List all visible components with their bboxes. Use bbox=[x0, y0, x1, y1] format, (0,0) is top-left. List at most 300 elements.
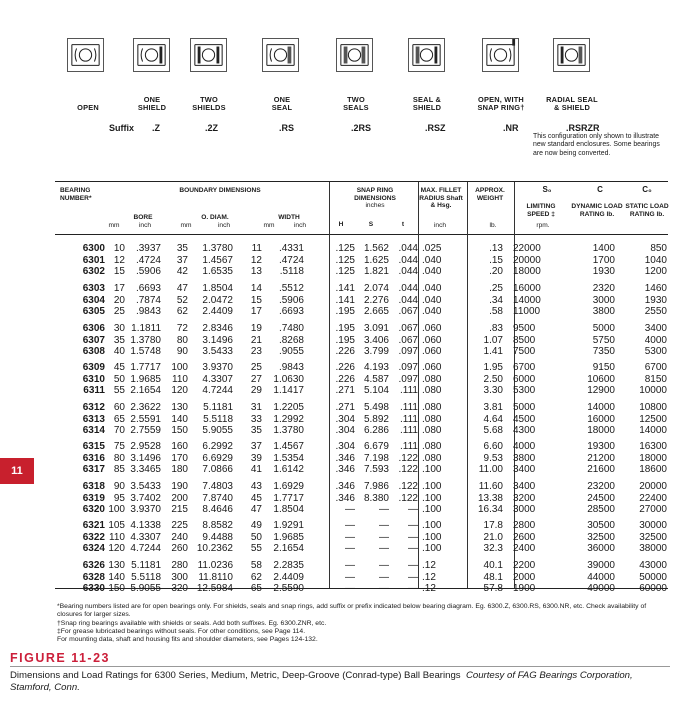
type-label-one-shield: ONE SHIELD bbox=[137, 95, 167, 112]
table-cell: 7350 bbox=[592, 346, 615, 358]
col-wmm bbox=[244, 520, 262, 555]
table-cell: 50000 bbox=[639, 571, 667, 583]
col-spd bbox=[513, 441, 555, 476]
col-wt bbox=[473, 402, 503, 437]
table-cell: 3800 bbox=[592, 306, 615, 318]
table-cell: — bbox=[345, 543, 355, 555]
table-cell: 11000 bbox=[513, 306, 541, 318]
table-cell: 1930 bbox=[644, 294, 667, 306]
table-cell: 3.5433 bbox=[202, 346, 233, 358]
table-cell: 3.5433 bbox=[130, 481, 161, 492]
header-snap-ring: SNAP RING DIMENSIONS inches bbox=[354, 187, 396, 209]
table-cell: 1.562 bbox=[363, 243, 389, 254]
table-cell: 21200 bbox=[587, 452, 615, 464]
table-cell: 1.6929 bbox=[273, 481, 304, 492]
footnote-4: For mounting data, shaft and housing fits and shoulder diameters, see Pages 124-132. bbox=[57, 636, 318, 644]
table-cell: 200 bbox=[171, 492, 188, 504]
suffix-one-seal: .RS bbox=[279, 123, 295, 133]
table-cell: .111 bbox=[400, 402, 418, 413]
table-cell: 4500 bbox=[513, 413, 536, 425]
col-omm bbox=[166, 520, 188, 555]
table-cell: 2.3622 bbox=[130, 402, 161, 413]
table-cell: 12 bbox=[113, 254, 125, 266]
col-sta bbox=[615, 283, 667, 318]
table-cell: .122 bbox=[398, 492, 418, 504]
table-cell: — bbox=[408, 520, 418, 531]
table-cell: 6311 bbox=[83, 385, 105, 397]
caption-rule bbox=[10, 666, 670, 667]
col-t bbox=[392, 560, 418, 595]
table-cell: .044 bbox=[398, 266, 418, 278]
table-cell: 1.9685 bbox=[130, 373, 161, 385]
table-cell: 300 bbox=[171, 571, 188, 583]
table-cell: 6326 bbox=[82, 560, 105, 571]
table-cell: .9843 bbox=[135, 306, 161, 318]
suffix-snap-ring: .NR bbox=[503, 123, 519, 133]
table-cell: 3400 bbox=[644, 323, 667, 334]
suffix-radial-seal: .RSRZR bbox=[566, 123, 600, 133]
header-fillet: MAX. FILLET RADIUS Shaft & Hsg. bbox=[419, 187, 463, 209]
table-cell: 7.8740 bbox=[202, 492, 233, 504]
table-cell: 14000 bbox=[639, 425, 667, 437]
col-sta bbox=[615, 481, 667, 516]
table-cell: 5.68 bbox=[483, 425, 503, 437]
table-cell: .097 bbox=[398, 346, 418, 358]
table-cell: .4331 bbox=[278, 243, 304, 254]
table-cell: .4724 bbox=[135, 254, 161, 266]
table-cell: 2.4409 bbox=[273, 571, 304, 583]
table-cell: — bbox=[408, 543, 418, 555]
table-cell: 12500 bbox=[639, 413, 667, 425]
table-cell: 5.1181 bbox=[203, 402, 233, 413]
table-cell: 3400 bbox=[513, 464, 536, 476]
table-cell: 6.60 bbox=[483, 441, 503, 452]
table-cell: 90 bbox=[113, 481, 125, 492]
col-t bbox=[392, 402, 418, 437]
table-cell: .080 bbox=[422, 413, 442, 425]
table-cell: 10 bbox=[113, 243, 125, 254]
table-cell: 31 bbox=[250, 402, 262, 413]
col-bin bbox=[127, 481, 161, 516]
col-num bbox=[73, 362, 105, 397]
col-dyn bbox=[565, 520, 615, 555]
col-wt bbox=[473, 481, 503, 516]
table-cell: 1.821 bbox=[363, 266, 389, 278]
table-cell: .195 bbox=[335, 323, 355, 334]
table-cell: .100 bbox=[422, 504, 442, 516]
table-cell: 6322 bbox=[82, 531, 105, 543]
table-cell: 1.9291 bbox=[273, 520, 304, 531]
table-cell: .044 bbox=[398, 254, 418, 266]
table-cell: 2550 bbox=[644, 306, 667, 318]
col-t bbox=[392, 481, 418, 516]
table-cell: 35 bbox=[176, 243, 188, 254]
table-cell: 140 bbox=[171, 413, 188, 425]
table-cell: .060 bbox=[422, 334, 442, 346]
table-cell: 6.2992 bbox=[202, 441, 233, 452]
table-cell: 30 bbox=[113, 323, 125, 334]
col-dyn bbox=[565, 481, 615, 516]
col-num bbox=[73, 283, 105, 318]
table-cell: 25 bbox=[113, 306, 125, 318]
table-cell: .5118 bbox=[279, 266, 304, 278]
table-cell: 4.587 bbox=[363, 373, 389, 385]
table-cell: 1.625 bbox=[363, 254, 389, 266]
table-cell: .141 bbox=[335, 283, 355, 294]
table-cell: .141 bbox=[335, 294, 355, 306]
table-cell: 2.1654 bbox=[130, 385, 161, 397]
table-cell: 49000 bbox=[587, 583, 615, 595]
col-win bbox=[264, 362, 304, 397]
table-cell: 1.8504 bbox=[273, 504, 304, 516]
table-cell: .4724 bbox=[278, 254, 304, 266]
table-cell: 47 bbox=[176, 283, 188, 294]
type-label-one-seal: ONE SEAL bbox=[271, 95, 293, 112]
table-cell: 6.6929 bbox=[202, 452, 233, 464]
header-width: WIDTH bbox=[278, 214, 300, 221]
table-cell: 160 bbox=[171, 441, 188, 452]
table-cell: .20 bbox=[489, 266, 503, 278]
table-cell: 130 bbox=[171, 402, 188, 413]
col-oin bbox=[189, 402, 233, 437]
table-cell: 5.9055 bbox=[130, 583, 161, 595]
table-cell: 20000 bbox=[513, 254, 541, 266]
table-cell: 1930 bbox=[592, 266, 615, 278]
col-r bbox=[422, 283, 452, 318]
col-h bbox=[327, 283, 355, 318]
table-cell: 72 bbox=[176, 323, 188, 334]
table-cell: 18000 bbox=[639, 452, 667, 464]
col-dyn bbox=[565, 323, 615, 358]
table-cell: .067 bbox=[398, 334, 418, 346]
table-cell: — bbox=[345, 560, 355, 571]
table-cell: 2.4409 bbox=[202, 306, 233, 318]
table-cell: 5.498 bbox=[363, 402, 389, 413]
column-divider bbox=[418, 182, 419, 588]
header-dynamic-load: DYNAMIC LOAD RATING lb. bbox=[571, 203, 623, 218]
table-cell: 110 bbox=[172, 373, 188, 385]
table-cell: .040 bbox=[422, 283, 442, 294]
table-cell: 7.593 bbox=[363, 464, 389, 476]
col-bmm bbox=[107, 520, 125, 555]
table-cell: 11.60 bbox=[478, 481, 503, 492]
table-cell: 11 bbox=[251, 243, 262, 254]
enclosure-note: This configuration only shown to illustrate new standard enclosures. Some bearings are now being converted. bbox=[533, 133, 660, 157]
header-s: S bbox=[368, 221, 374, 228]
table-cell: 6319 bbox=[82, 492, 105, 504]
table-cell: 1.6535 bbox=[202, 266, 233, 278]
col-wt bbox=[473, 441, 503, 476]
table-cell: 5.892 bbox=[363, 413, 389, 425]
table-cell: 43000 bbox=[639, 560, 667, 571]
table-cell: 60000 bbox=[639, 583, 667, 595]
table-cell: 5000 bbox=[592, 323, 615, 334]
table-cell: .060 bbox=[422, 346, 442, 358]
col-spd bbox=[513, 283, 555, 318]
table-cell: 33 bbox=[250, 413, 262, 425]
footnote-3: ‡For grease lubricated bearings without seals. For other conditions, see Page 114. bbox=[57, 627, 306, 635]
table-cell: 4.193 bbox=[363, 362, 389, 373]
table-cell: .100 bbox=[422, 531, 442, 543]
table-cell: 6700 bbox=[513, 362, 536, 373]
table-cell: 1700 bbox=[592, 254, 615, 266]
table-cell: .044 bbox=[398, 243, 418, 254]
table-cell: .5906 bbox=[135, 266, 161, 278]
table-cell: 85 bbox=[113, 464, 125, 476]
table-cell: 16000 bbox=[587, 413, 615, 425]
table-cell: 6309 bbox=[82, 362, 105, 373]
col-s bbox=[353, 520, 389, 555]
table-cell: .044 bbox=[398, 294, 418, 306]
table-cell: 28500 bbox=[587, 504, 615, 516]
table-cell: — bbox=[345, 504, 355, 516]
table-cell: 45 bbox=[113, 362, 125, 373]
table-cell: 19 bbox=[250, 323, 262, 334]
table-cell: 62 bbox=[176, 306, 188, 318]
suffix-two-shields: .2Z bbox=[205, 123, 219, 133]
two-shields-bearing-image bbox=[190, 38, 227, 72]
table-cell: .111 bbox=[400, 385, 418, 397]
table-cell: 7500 bbox=[513, 346, 536, 358]
table-cell: — bbox=[345, 583, 355, 595]
figure-title: FIGURE 11-23 bbox=[10, 651, 110, 665]
col-sta bbox=[615, 441, 667, 476]
table-cell: .100 bbox=[422, 464, 442, 476]
col-wmm bbox=[244, 481, 262, 516]
table-cell: 2.1654 bbox=[273, 543, 304, 555]
table-cell: 140 bbox=[108, 571, 125, 583]
table-cell: .271 bbox=[335, 385, 355, 397]
table-cell: .346 bbox=[335, 464, 355, 476]
col-s bbox=[353, 283, 389, 318]
table-cell: .195 bbox=[335, 306, 355, 318]
table-cell: 80 bbox=[176, 334, 188, 346]
col-h bbox=[327, 481, 355, 516]
table-cell: 10000 bbox=[639, 385, 667, 397]
table-cell: .12 bbox=[422, 571, 436, 583]
table-cell: 5.1181 bbox=[131, 560, 161, 571]
table-cell: 22000 bbox=[513, 243, 541, 254]
table-cell: 50 bbox=[113, 373, 125, 385]
table-cell: 11.0236 bbox=[197, 560, 233, 571]
col-omm bbox=[166, 441, 188, 476]
table-cell: .097 bbox=[398, 362, 418, 373]
column-divider bbox=[467, 182, 468, 588]
table-cell: 150 bbox=[108, 583, 125, 595]
table-cell: 2.0472 bbox=[202, 294, 233, 306]
table-cell: 100 bbox=[171, 362, 188, 373]
table-cell: 8.380 bbox=[363, 492, 389, 504]
table-cell: 110 bbox=[109, 531, 125, 543]
table-cell: 1.1417 bbox=[273, 385, 304, 397]
table-cell: 16300 bbox=[639, 441, 667, 452]
table-cell: 14 bbox=[250, 283, 262, 294]
suffix-two-seals: .2RS bbox=[351, 123, 372, 133]
table-cell: 3200 bbox=[513, 492, 536, 504]
col-t bbox=[392, 441, 418, 476]
table-cell: 2.074 bbox=[363, 283, 389, 294]
table-cell: — bbox=[379, 531, 389, 543]
col-bin bbox=[127, 362, 161, 397]
col-omm bbox=[166, 402, 188, 437]
table-cell: .040 bbox=[422, 266, 442, 278]
table-cell: .12 bbox=[422, 560, 436, 571]
table-cell: .080 bbox=[422, 402, 442, 413]
table-cell: 3.7402 bbox=[130, 492, 161, 504]
table-cell: 10.2362 bbox=[196, 543, 233, 555]
header-c: C bbox=[597, 185, 603, 194]
col-spd bbox=[513, 560, 555, 595]
table-cell: — bbox=[379, 583, 389, 595]
col-r bbox=[422, 481, 452, 516]
table-cell: .111 bbox=[400, 413, 418, 425]
table-cell: 105 bbox=[108, 520, 125, 531]
table-cell: 8.4646 bbox=[202, 504, 233, 516]
col-h bbox=[327, 441, 355, 476]
table-cell: .100 bbox=[422, 492, 442, 504]
table-cell: 40 bbox=[113, 346, 125, 358]
type-label-two-seals: TWO SEALS bbox=[343, 95, 369, 112]
table-cell: 4.7244 bbox=[202, 385, 233, 397]
table-cell: 6312 bbox=[82, 402, 105, 413]
table-cell: 2320 bbox=[592, 283, 615, 294]
table-cell: 1.6142 bbox=[273, 464, 304, 476]
col-oin bbox=[189, 481, 233, 516]
col-dyn bbox=[565, 560, 615, 595]
table-cell: .080 bbox=[422, 373, 442, 385]
table-top-rule bbox=[55, 181, 668, 182]
table-cell: 5.9055 bbox=[202, 425, 233, 437]
col-r bbox=[422, 323, 452, 358]
col-num bbox=[73, 560, 105, 595]
table-cell: 5300 bbox=[644, 346, 667, 358]
col-omm bbox=[166, 283, 188, 318]
table-cell: 3.9370 bbox=[202, 362, 233, 373]
table-cell: 27 bbox=[250, 373, 262, 385]
table-cell: 4000 bbox=[513, 441, 536, 452]
table-cell: 70 bbox=[113, 425, 125, 437]
table-cell: 6316 bbox=[82, 452, 105, 464]
table-cell: .040 bbox=[422, 254, 442, 266]
table-cell: 52 bbox=[176, 294, 188, 306]
table-cell: 58 bbox=[250, 560, 262, 571]
col-s bbox=[353, 441, 389, 476]
table-cell: .100 bbox=[422, 481, 442, 492]
table-cell: 5.104 bbox=[363, 385, 389, 397]
table-cell: 6320 bbox=[82, 504, 105, 516]
col-h bbox=[327, 402, 355, 437]
table-cell: .226 bbox=[335, 362, 355, 373]
table-cell: .122 bbox=[398, 452, 418, 464]
type-label-seal-shield: SEAL & SHIELD bbox=[412, 95, 442, 112]
table-cell: 4.7244 bbox=[130, 543, 161, 555]
figure-caption: Dimensions and Load Ratings for 6300 Series, Medium, Metric, Deep-Groove (Conrad-type) Ball Bearings Courtesy of FAG Bearings Corporation, Stamford, Conn. bbox=[10, 670, 633, 694]
table-cell: 20000 bbox=[639, 481, 667, 492]
col-bmm bbox=[107, 481, 125, 516]
col-num bbox=[73, 441, 105, 476]
table-cell: 5000 bbox=[513, 402, 536, 413]
header-bore-mm: mm bbox=[108, 222, 120, 229]
col-num bbox=[73, 520, 105, 555]
col-dyn bbox=[565, 441, 615, 476]
table-cell: 3000 bbox=[592, 294, 615, 306]
table-cell: 6304 bbox=[82, 294, 105, 306]
table-cell: .125 bbox=[335, 254, 355, 266]
col-num bbox=[73, 402, 105, 437]
table-cell: 41 bbox=[250, 464, 262, 476]
table-cell: 22400 bbox=[639, 492, 667, 504]
col-omm bbox=[166, 362, 188, 397]
col-wmm bbox=[244, 283, 262, 318]
col-oin bbox=[189, 441, 233, 476]
table-cell: .067 bbox=[398, 306, 418, 318]
table-cell: 5.5118 bbox=[203, 413, 233, 425]
table-cell: 1.5354 bbox=[273, 452, 304, 464]
table-cell: 23200 bbox=[587, 481, 615, 492]
col-h bbox=[327, 323, 355, 358]
col-wt bbox=[473, 560, 503, 595]
table-cell: .040 bbox=[422, 306, 442, 318]
col-omm bbox=[166, 560, 188, 595]
header-od-mm: mm bbox=[180, 222, 192, 229]
col-s bbox=[353, 243, 389, 278]
table-cell: 14000 bbox=[587, 402, 615, 413]
table-cell: — bbox=[408, 571, 418, 583]
table-cell: 1.1811 bbox=[131, 323, 161, 334]
suffix-one-shield: .Z bbox=[152, 123, 160, 133]
col-t bbox=[392, 283, 418, 318]
suffix-seal-shield: .RSZ bbox=[425, 123, 446, 133]
header-bore: BORE bbox=[133, 214, 153, 221]
table-cell: 6321 bbox=[82, 520, 105, 531]
one-shield-bearing-image bbox=[133, 38, 170, 72]
table-cell: 21 bbox=[250, 334, 262, 346]
table-cell: 2.276 bbox=[363, 294, 389, 306]
table-cell: 60 bbox=[113, 402, 125, 413]
one-seal-bearing-image bbox=[262, 38, 299, 72]
table-cell: — bbox=[408, 504, 418, 516]
table-cell: 2.50 bbox=[483, 373, 503, 385]
table-cell: 12.5984 bbox=[196, 583, 233, 595]
col-sta bbox=[615, 362, 667, 397]
col-t bbox=[392, 362, 418, 397]
table-cell: 17 bbox=[250, 306, 262, 318]
table-cell: 2200 bbox=[513, 560, 536, 571]
table-cell: 1.4567 bbox=[273, 441, 304, 452]
col-r bbox=[422, 362, 452, 397]
table-cell: — bbox=[379, 543, 389, 555]
table-cell: 8150 bbox=[644, 373, 667, 385]
table-cell: 29 bbox=[250, 385, 262, 397]
table-cell: .7874 bbox=[135, 294, 161, 306]
table-cell: 40.1 bbox=[483, 560, 503, 571]
col-spd bbox=[513, 243, 555, 278]
table-cell: 100 bbox=[108, 504, 125, 516]
table-cell: 6300 bbox=[82, 243, 105, 254]
col-wt bbox=[473, 243, 503, 278]
footnotes bbox=[57, 603, 672, 644]
col-num bbox=[73, 481, 105, 516]
table-cell: 3.30 bbox=[483, 385, 503, 397]
table-cell: 2.8346 bbox=[202, 323, 233, 334]
footnote-1: *Bearing numbers listed are for open bearings only. For shields, seals and snap rings, add suffix or prefix indicated below bearing diagram. Eg. 6300.Z, 6300.RS, 6300.NR, etc. Check availability of closures for larger sizes. bbox=[57, 603, 647, 619]
table-cell: 4.3307 bbox=[130, 531, 161, 543]
table-cell: 6.679 bbox=[363, 441, 389, 452]
col-sta bbox=[615, 323, 667, 358]
col-wmm bbox=[244, 362, 262, 397]
table-cell: 18000 bbox=[587, 425, 615, 437]
table-cell: 2.7559 bbox=[130, 425, 161, 437]
